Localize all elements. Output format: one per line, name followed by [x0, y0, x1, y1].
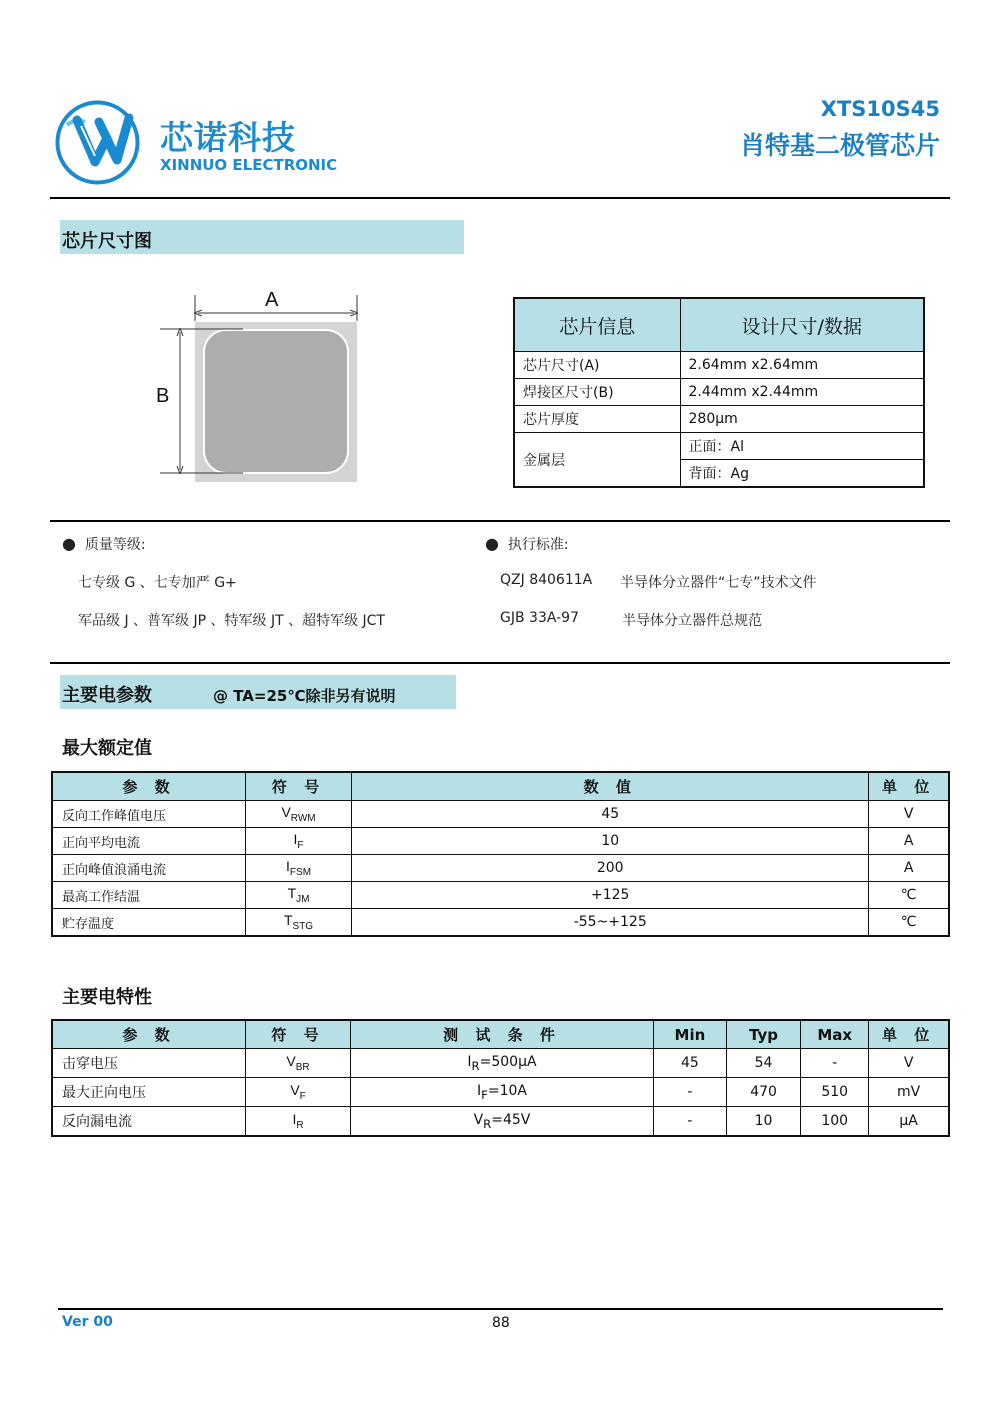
part-description: 肖特基二极管芯片 [739, 131, 940, 160]
bullet-icon: ● [485, 534, 499, 553]
standards-title: 执行标准: [507, 537, 569, 553]
typ-value: 10 [726, 1107, 800, 1137]
param-unit: mV [869, 1078, 949, 1107]
page-number: 88 [492, 1315, 510, 1331]
table-row [52, 1049, 949, 1078]
max-ratings-table [51, 771, 950, 937]
max-ratings-title: 最大额定值 [62, 738, 152, 759]
column-header: 参 数 [52, 772, 245, 801]
param-unit: A [869, 828, 949, 855]
chip-info-value: 2.64mm x2.64mm [680, 352, 924, 379]
quality-grade-heading [62, 534, 146, 554]
company-logo [55, 100, 140, 185]
min-value: - [653, 1107, 726, 1137]
param-name: 反向工作峰值电压 [52, 801, 245, 828]
brand-name-en: XINNUO ELECTRONIC [160, 156, 338, 174]
column-header: Min [653, 1020, 726, 1049]
dimension-label-b: B [156, 385, 170, 407]
table-row [52, 801, 949, 828]
table-row [52, 1107, 949, 1137]
param-symbol: $T_{STG}$ [245, 909, 351, 937]
chip-info-header-cell: 设计尺寸/数据 [680, 298, 924, 352]
test-condition: $V_R=45V$ [351, 1107, 654, 1137]
chip-info-name: 金属层 [514, 433, 680, 488]
param-symbol: $V_{RWM}$ [245, 801, 351, 828]
param-value: -55~+125 [352, 909, 869, 937]
version-label: Ver 00 [62, 1314, 113, 1330]
chip-info-value: 280μm [680, 406, 924, 433]
chip-info-header-cell: 芯片信息 [514, 298, 680, 352]
chip-info-value: 正面：Al [680, 433, 924, 460]
chip-dimension-diagram [140, 285, 380, 495]
elec-section-condition: @ TA=25℃除非另有说明 [213, 687, 396, 705]
param-unit: V [869, 1049, 949, 1078]
table-row [52, 882, 949, 909]
max-value: 510 [801, 1078, 869, 1107]
max-value: 100 [801, 1107, 869, 1137]
chip-section-title: 芯片尺寸图 [62, 231, 152, 252]
chip-info-row [514, 433, 924, 460]
table-row [52, 828, 949, 855]
bullet-icon: ● [62, 534, 76, 553]
param-name: 最大正向电压 [52, 1078, 245, 1107]
table-row [52, 909, 949, 937]
param-unit: ℃ [869, 882, 949, 909]
chip-info-row [514, 352, 924, 379]
test-condition: $I_R=500\mu A$ [351, 1049, 654, 1078]
column-header: Max [801, 1020, 869, 1049]
param-value: 200 [352, 855, 869, 882]
column-header: 单 位 [869, 1020, 949, 1049]
typ-value: 470 [726, 1078, 800, 1107]
param-unit: μA [869, 1107, 949, 1137]
min-value: 45 [653, 1049, 726, 1078]
param-symbol: $T_{JM}$ [245, 882, 351, 909]
table-row [52, 1078, 949, 1107]
header-divider [50, 197, 950, 199]
chip-info-name: 芯片尺寸(A) [514, 352, 680, 379]
column-header: 符 号 [245, 772, 351, 801]
quality-grade-line-1: 七专级 G 、七专加严 G+ [78, 575, 237, 591]
elec-section-title: 主要电参数 [62, 685, 152, 706]
param-unit: A [869, 855, 949, 882]
chip-info-value: 2.44mm x2.44mm [680, 379, 924, 406]
column-header: 数 值 [352, 772, 869, 801]
column-header: 参 数 [52, 1020, 245, 1049]
standard-desc: 半导体分立器件总规范 [622, 613, 762, 629]
standards-heading [485, 534, 569, 554]
param-value: 45 [352, 801, 869, 828]
param-value: +125 [352, 882, 869, 909]
dimension-label-a: A [265, 289, 279, 311]
param-unit: ℃ [869, 909, 949, 937]
table-header-row [52, 1020, 949, 1049]
section-divider [50, 662, 950, 664]
param-value: 10 [352, 828, 869, 855]
brand-name-cn: 芯诺科技 [160, 118, 296, 157]
table-row [52, 855, 949, 882]
characteristics-table [51, 1019, 950, 1137]
chip-info-name: 芯片厚度 [514, 406, 680, 433]
standard-code: GJB 33A-97 [500, 610, 579, 626]
chip-info-table [513, 297, 925, 488]
chip-info-header-row [514, 298, 924, 352]
param-symbol: $I_R$ [245, 1107, 350, 1137]
quality-grade-line-2: 军品级 J 、普军级 JP 、特军级 JT 、超特军级 JCT [78, 613, 385, 629]
typ-value: 54 [726, 1049, 800, 1078]
standard-code: QZJ 840611A [500, 572, 593, 588]
param-symbol: $I_{FSM}$ [245, 855, 351, 882]
standard-desc: 半导体分立器件“七专”技术文件 [620, 575, 817, 591]
part-number: XTS10S45 [820, 97, 940, 121]
quality-grade-title: 质量等级: [84, 537, 146, 553]
param-name: 反向漏电流 [52, 1107, 245, 1137]
max-value: - [801, 1049, 869, 1078]
chip-info-row [514, 379, 924, 406]
column-header: 单 位 [869, 772, 949, 801]
min-value: - [653, 1078, 726, 1107]
footer-divider [58, 1308, 943, 1310]
param-symbol: $I_F$ [245, 828, 351, 855]
param-symbol: $V_F$ [245, 1078, 350, 1107]
param-name: 正向峰值浪涌电流 [52, 855, 245, 882]
param-symbol: $V_{BR}$ [245, 1049, 350, 1078]
param-name: 贮存温度 [52, 909, 245, 937]
characteristics-title: 主要电特性 [62, 987, 152, 1008]
section-divider [50, 520, 950, 522]
chip-info-name: 焊接区尺寸(B) [514, 379, 680, 406]
column-header: 符 号 [245, 1020, 350, 1049]
table-header-row [52, 772, 949, 801]
column-header: 测 试 条 件 [351, 1020, 654, 1049]
test-condition: $I_F=10A$ [351, 1078, 654, 1107]
param-name: 最高工作结温 [52, 882, 245, 909]
param-unit: V [869, 801, 949, 828]
column-header: Typ [726, 1020, 800, 1049]
chip-info-row [514, 406, 924, 433]
param-name: 击穿电压 [52, 1049, 245, 1078]
param-name: 正向平均电流 [52, 828, 245, 855]
chip-info-value: 背面：Ag [680, 460, 924, 488]
